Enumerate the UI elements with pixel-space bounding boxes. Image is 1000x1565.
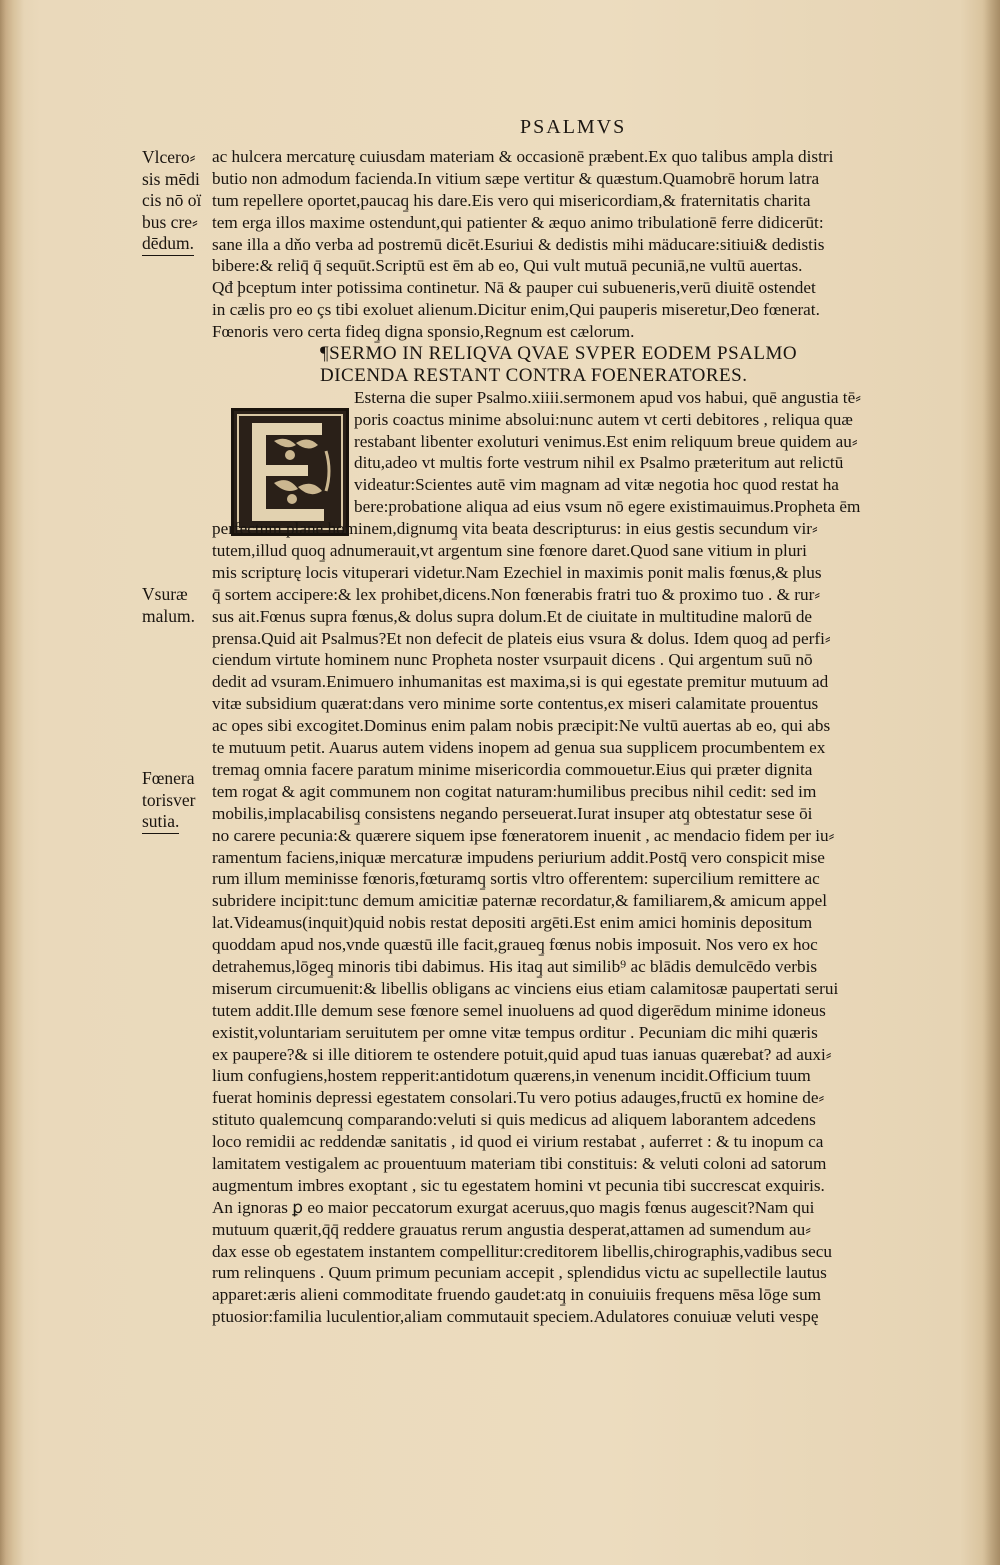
text-line: dax esse ob egestatem instantem compellitur:creditorem libellis,chirographis,vadibus secu [212,1241,833,1261]
text-line: prensa.Quid ait Psalmus?Et non defecit de plateis eius vsura & dolus. Idem quoq̱ ad perfi⸗ [212,628,831,648]
text-line: perfectum plane hominem,dignumq̱ vita beata descripturus: in eius gestis secundum vir⸗ [212,519,818,539]
text-line: tum repellere oportet,paucaq̱ his dare.Eis vero qui misericordiam,& fraternitatis charita [212,190,811,210]
text-line: ex paupere?& si ille ditiorem te ostendere potuit,quid apud tuas ianuas quærebat? ad auxi⸗ [212,1044,832,1064]
text-line: ciendum virtute hominem nunc Propheta noster vsurpauit dicens . Qui argentum suū nō [212,650,813,670]
text-line: Qđ þceptum inter potissima continetur. Nā & pauper cui subueneris,verū diuitē ostendet [212,278,816,298]
text-line: existit,voluntariam seruitutem per omne vitæ tempus orditur . Pecuniam dic mihi quæris [212,1022,818,1042]
text-line: ac opes sibi excogitet.Dominus enim palam nobis præcipit:Ne vultū auertas ab eo, qui abs [212,716,831,736]
text-line: restabant libenter exoluturi venimus.Est enim reliquum breue quidem au⸗ [354,431,858,451]
margin-note-line: Vlcero⸗ [142,147,196,167]
text-line: tremaq̱ omnia facere paratum minime misericordia commouetur.Eius qui præter dignita [212,759,813,779]
text-line: ditu,adeo vt multis forte vestrum nihil ex Psalmo præteritum aut relictū [354,453,844,473]
margin-note-line: cis nō oï [142,190,202,210]
text-line: stituto qualemcunq̱ comparando:veluti si quis medicus ad aliquem laborantem adcedens [212,1110,816,1130]
text-line: lium confugiens,hostem repperit:antidotum quærens,in venenum incidit.Officium tuum [212,1066,811,1086]
text-line: butio non admodum facienda.In vitium sæpe vertitur & quæstum.Quamobrē horum latra [212,168,820,188]
text-line: ptuosior:familia luculentior,aliam commutauit speciem.Adulatores conuiuæ veluti vespę [212,1307,819,1327]
text-line: An ignoras ꝑ eo maior peccatorum exurgat aceruus,quo magis fœnus augescit?Nam qui [212,1197,815,1217]
text-line: DICENDA RESTANT CONTRA FOENERATORES. [320,364,748,386]
margin-note-3 [142,768,222,834]
paragraph-3 [212,518,964,1328]
margin-note-1 [142,147,222,256]
text-line: ramentum faciens,iniquæ mercaturæ impudens periurium addit.Postq̄ vero conspicit mise [212,847,825,867]
text-line: rum illum meminisse fœnoris,fœturamq̱ sortis vltro offerentem: supercilium remittere ac [212,869,820,889]
text-line: poris coactus minime absolui:nunc autem vt certi debitores , reliqua quæ [354,409,853,429]
margin-note-line: sutia. [142,811,179,834]
text-line: apparet:æris alieni commoditate fruendo gaudet:atq̱ in conuiuiis frequens mēsa lōge sum [212,1285,822,1305]
text-line: in cælis pro eo çs tibi exoluet alienum.Dicitur enim,Qui pauperis miseretur,Deo fœnerat. [212,300,820,320]
text-line: te mutuum petit. Auarus autem videns inopem ad genua sua supplicem procumbentem ex [212,738,826,758]
text-line: loco remidii ac reddendæ sanitatis , id quod ei virium restabat , auferret : & tu inopum ca [212,1132,824,1152]
margin-note-line: dēdum. [142,233,194,256]
text-line: detrahemus,lōgeq̱ minoris tibi dabimus. His itaq̱ aut similib⁹ ac blādis demulcēdo verbis [212,956,818,976]
text-line: vitæ subsidium quærat:dans vero minime sorte contentus,ex miseri calamitate prouentus [212,694,819,714]
text-line: subridere incipit:tunc demum amicitiæ paternæ recordatur,& familiarem,& amicum appel [212,891,827,911]
paragraph-2-initial [212,387,964,518]
text-line: rum relinquens . Quum primum pecuniam accepit , splendidus victu ac supellectile lautus [212,1263,827,1283]
text-line: lamitatem vestigalem ac prouentuum materiam tibi constituis: & veluti coloni ad satorum [212,1153,827,1173]
text-line: lat.Videamus(inquit)quid nobis restat depositi argēti.Est enim amici hominis depositum [212,913,813,933]
text-line: tem rogat & agit communem non cogitat naturam:humilibus precibus nihil cedit: sed im [212,781,817,801]
margin-note-line: sis mēdi [142,168,200,189]
text-line: q̄ sortem accipere:& lex prohibet,dicens.Non fœnerabis fratri tuo & proximo tuo . & rur⸗ [212,584,821,604]
text-line: no carere pecunia:& quærere siquem ipse fœneratorem inuenit , ac mendacio fidem per iu⸗ [212,825,835,845]
text-line: sane illa a dňo verba ad postremū dicēt.Esuriui & dedistis mihi mäducare:sitiui& dedistis [212,234,825,254]
text-line: tutem addit.Ille demum sese fœnore semel inuoluens ad quod digerēdum minime idoneus [212,1000,826,1020]
text-line: fuerat hominis depressi egestatem consolari.Tu vero potius adauges,fructū ex homine de⸗ [212,1088,825,1108]
running-head: PSALMVS [520,116,627,138]
page-edge [982,0,1000,1565]
margin-note-line: malum. [142,605,195,626]
text-line: miserum circumuenit:& libellis obligans ac vinciens eius etiam calamitosæ paupertati serui [212,978,839,998]
margin-note-2 [142,584,222,627]
margin-note-line: Fœnera [142,768,195,788]
main-text [212,146,964,1328]
text-line: quoddam apud nos,vnde quæstū ille facit,graueq̱ fœnus nobis imposuit. Nos vero ex hoc [212,935,818,955]
text-line: mis scripturę locis vituperari videtur.Nam Ezechiel in maximis ponit malis fœnus,& plus [212,562,822,582]
text-line: videatur:Scientes autē vim magnam ad vitæ negotia hoc quod restat ha [354,475,839,495]
page-gutter [0,0,24,1565]
text-line: ac hulcera mercaturę cuiusdam materiam & occasionē præbent.Ex quo talibus ampla distri [212,147,834,166]
text-line: sus ait.Fœnus supra fœnus,& dolus supra dolum.Et de ciuitate in multitudine malorū de [212,606,813,626]
text-line: bibere:& reliq̄ q̄ sequūt.Scriptū est ēm ab eo, Qui vult mutuā pecuniā,ne vultū auertas. [212,256,803,276]
text-line: dedit ad vsuram.Enimuero inhumanitas est maxima,si is qui egestate premitur mutuum ad [212,672,829,692]
text-line: ¶SERMO IN RELIQVA QVAE SVPER EODEM PSALMO [320,343,798,365]
sermon-heading [212,343,964,387]
text-line: augmentum imbres exoptant , sic tu egestatem homini vt pecunia tibi succrescat exquiris. [212,1175,825,1195]
text-line: Fœnoris vero certa fideq̱ digna sponsio,Regnum est cælorum. [212,322,635,342]
margin-note-line: torisver [142,789,196,810]
text-line: Esterna die super Psalmo.xiiii.sermonem apud vos habui, quē angustia tē⸗ [354,387,861,407]
text-line: tutem,illud quoq̱ adnumerauit,vt argentum sine fœnore daret.Quod sane vitium in pluri [212,541,807,561]
margin-note-line: bus cre⸗ [142,211,198,232]
text-line: mutuum quærit,q̄q̄ reddere grauatus rerum angustia desperat,attamen ad sumendum au⸗ [212,1219,811,1239]
text-line: mobilis,implacabilisq̱ consistens negando perseuerat.Iurat insuper atq̱ obtestatur sese ōi [212,803,813,823]
paragraph-1 [212,146,964,343]
text-line: bere:probatione aliqua ad eius vsum nō egere existimauimus.Propheta ēm [354,497,861,517]
margin-note-line: Vsuræ [142,584,188,604]
text-line: tem erga illos maxime ostendunt,qui patienter & æquo animo tribulationē ferre didicerūt: [212,212,824,232]
